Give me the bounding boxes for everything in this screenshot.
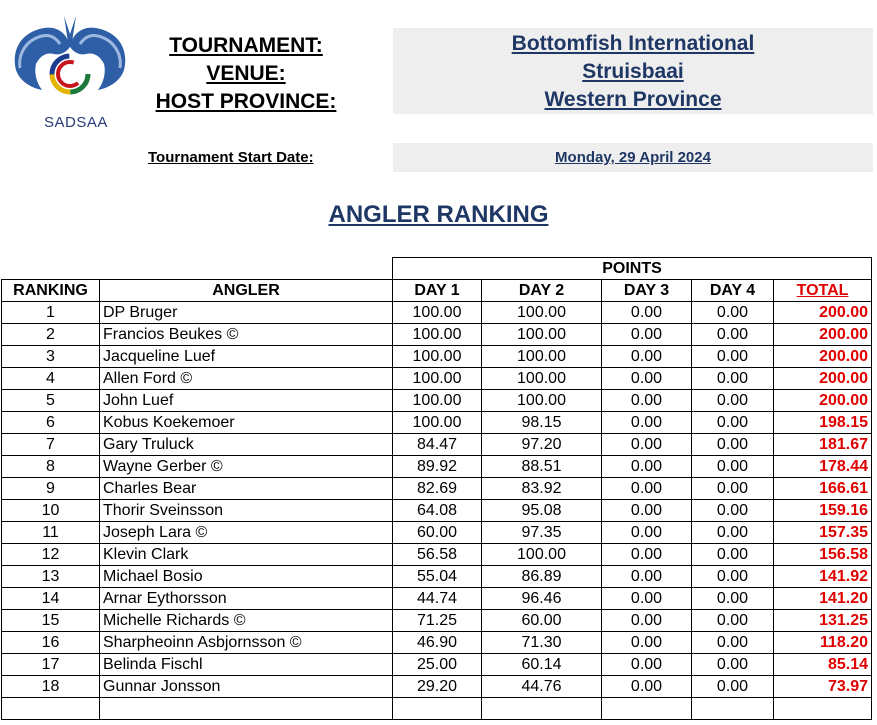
angler-cell: Belinda Fischl bbox=[100, 654, 393, 676]
day4-cell: 0.00 bbox=[692, 588, 774, 610]
day1-cell: 71.25 bbox=[393, 610, 482, 632]
table-row bbox=[2, 522, 872, 544]
day2-cell: 97.35 bbox=[482, 522, 602, 544]
sadsaa-logo bbox=[6, 10, 134, 131]
ranking-table bbox=[1, 257, 872, 720]
day3-cell: 0.00 bbox=[602, 654, 692, 676]
day1-cell bbox=[393, 698, 482, 720]
angler-cell: Charles Bear bbox=[100, 478, 393, 500]
day2-cell: 60.14 bbox=[482, 654, 602, 676]
day3-cell: 0.00 bbox=[602, 456, 692, 478]
total-cell bbox=[774, 698, 872, 720]
total-cell: 159.16 bbox=[774, 500, 872, 522]
rank-cell: 16 bbox=[2, 632, 100, 654]
day2-cell: 95.08 bbox=[482, 500, 602, 522]
start-date-label: Tournament Start Date: bbox=[148, 149, 314, 166]
rank-cell: 4 bbox=[2, 368, 100, 390]
day3-cell: 0.00 bbox=[602, 346, 692, 368]
table-row bbox=[2, 500, 872, 522]
day4-cell: 0.00 bbox=[692, 324, 774, 346]
rank-cell: 10 bbox=[2, 500, 100, 522]
day2-cell: 97.20 bbox=[482, 434, 602, 456]
day2-cell: 100.00 bbox=[482, 368, 602, 390]
start-date-panel bbox=[393, 143, 873, 172]
day3-cell: 0.00 bbox=[602, 500, 692, 522]
table-row bbox=[2, 324, 872, 346]
rank-cell: 18 bbox=[2, 676, 100, 698]
day2-cell: 100.00 bbox=[482, 544, 602, 566]
table-row bbox=[2, 434, 872, 456]
tournament-value: Bottomfish International bbox=[511, 32, 755, 55]
marlin-logo-icon bbox=[6, 10, 134, 110]
table-row bbox=[2, 390, 872, 412]
day1-cell: 25.00 bbox=[393, 654, 482, 676]
tournament-label: TOURNAMENT: bbox=[169, 34, 323, 57]
table-row bbox=[2, 456, 872, 478]
host-province-label: HOST PROVINCE: bbox=[155, 90, 337, 113]
angler-cell: Francios Beukes © bbox=[100, 324, 393, 346]
day1-cell: 100.00 bbox=[393, 412, 482, 434]
group-header-row bbox=[2, 258, 872, 280]
rank-cell: 14 bbox=[2, 588, 100, 610]
total-cell: 85.14 bbox=[774, 654, 872, 676]
day2-cell: 100.00 bbox=[482, 302, 602, 324]
angler-cell: Klevin Clark bbox=[100, 544, 393, 566]
day4-cell: 0.00 bbox=[692, 368, 774, 390]
rank-cell: 9 bbox=[2, 478, 100, 500]
day1-cell: 46.90 bbox=[393, 632, 482, 654]
day1-cell: 29.20 bbox=[393, 676, 482, 698]
day1-cell: 100.00 bbox=[393, 368, 482, 390]
day4-cell: 0.00 bbox=[692, 390, 774, 412]
angler-cell: DP Bruger bbox=[100, 302, 393, 324]
rank-cell: 12 bbox=[2, 544, 100, 566]
angler-cell: Wayne Gerber © bbox=[100, 456, 393, 478]
table-row bbox=[2, 632, 872, 654]
angler-cell: Sharpheoinn Asbjornsson © bbox=[100, 632, 393, 654]
total-cell: 181.67 bbox=[774, 434, 872, 456]
total-cell: 200.00 bbox=[774, 324, 872, 346]
day4-cell: 0.00 bbox=[692, 434, 774, 456]
total-cell: 178.44 bbox=[774, 456, 872, 478]
day2-cell: 86.89 bbox=[482, 566, 602, 588]
total-cell: 198.15 bbox=[774, 412, 872, 434]
points-group-header: POINTS bbox=[393, 258, 872, 280]
rank-cell: 17 bbox=[2, 654, 100, 676]
day4-cell: 0.00 bbox=[692, 500, 774, 522]
venue-label: VENUE: bbox=[206, 62, 286, 85]
day4-cell bbox=[692, 698, 774, 720]
day4-cell: 0.00 bbox=[692, 676, 774, 698]
day3-cell: 0.00 bbox=[602, 566, 692, 588]
ranking-table-body bbox=[2, 302, 872, 720]
day4-cell: 0.00 bbox=[692, 654, 774, 676]
rank-cell: 5 bbox=[2, 390, 100, 412]
day3-cell: 0.00 bbox=[602, 676, 692, 698]
angler-cell: John Luef bbox=[100, 390, 393, 412]
angler-cell: Michelle Richards © bbox=[100, 610, 393, 632]
angler-cell: Jacqueline Luef bbox=[100, 346, 393, 368]
total-cell: 118.20 bbox=[774, 632, 872, 654]
total-cell: 141.20 bbox=[774, 588, 872, 610]
day1-cell: 56.58 bbox=[393, 544, 482, 566]
rank-cell: 13 bbox=[2, 566, 100, 588]
day1-cell: 44.74 bbox=[393, 588, 482, 610]
table-row bbox=[2, 654, 872, 676]
rank-cell: 6 bbox=[2, 412, 100, 434]
col-header-total bbox=[774, 280, 872, 302]
table-row bbox=[2, 368, 872, 390]
angler-cell: Arnar Eythorsson bbox=[100, 588, 393, 610]
table-row bbox=[2, 610, 872, 632]
host-province-value: Western Province bbox=[544, 88, 722, 111]
header-values-panel bbox=[393, 28, 873, 114]
angler-cell: Gary Truluck bbox=[100, 434, 393, 456]
day1-cell: 100.00 bbox=[393, 324, 482, 346]
rank-cell: 11 bbox=[2, 522, 100, 544]
table-row bbox=[2, 302, 872, 324]
rank-cell: 8 bbox=[2, 456, 100, 478]
day3-cell: 0.00 bbox=[602, 544, 692, 566]
table-row bbox=[2, 412, 872, 434]
day4-cell: 0.00 bbox=[692, 412, 774, 434]
col-header-day3: DAY 3 bbox=[602, 280, 692, 302]
day4-cell: 0.00 bbox=[692, 522, 774, 544]
rank-cell bbox=[2, 698, 100, 720]
col-header-ranking: RANKING bbox=[2, 280, 100, 302]
page-title: ANGLER RANKING bbox=[328, 201, 549, 228]
logo-text: SADSAA bbox=[44, 114, 108, 131]
table-row bbox=[2, 698, 872, 720]
day1-cell: 82.69 bbox=[393, 478, 482, 500]
day3-cell: 0.00 bbox=[602, 588, 692, 610]
column-header-row bbox=[2, 280, 872, 302]
start-date-value: Monday, 29 April 2024 bbox=[555, 149, 711, 166]
table-row bbox=[2, 478, 872, 500]
rank-cell: 15 bbox=[2, 610, 100, 632]
day1-cell: 100.00 bbox=[393, 390, 482, 412]
day1-cell: 89.92 bbox=[393, 456, 482, 478]
day2-cell: 60.00 bbox=[482, 610, 602, 632]
total-cell: 157.35 bbox=[774, 522, 872, 544]
total-cell: 131.25 bbox=[774, 610, 872, 632]
total-cell: 200.00 bbox=[774, 368, 872, 390]
day4-cell: 0.00 bbox=[692, 566, 774, 588]
day3-cell bbox=[602, 698, 692, 720]
day4-cell: 0.00 bbox=[692, 456, 774, 478]
table-row bbox=[2, 544, 872, 566]
day1-cell: 100.00 bbox=[393, 346, 482, 368]
day3-cell: 0.00 bbox=[602, 390, 692, 412]
header-labels bbox=[138, 32, 354, 116]
day3-cell: 0.00 bbox=[602, 434, 692, 456]
day1-cell: 60.00 bbox=[393, 522, 482, 544]
table-row bbox=[2, 588, 872, 610]
angler-cell: Michael Bosio bbox=[100, 566, 393, 588]
day1-cell: 55.04 bbox=[393, 566, 482, 588]
day1-cell: 64.08 bbox=[393, 500, 482, 522]
day4-cell: 0.00 bbox=[692, 610, 774, 632]
day3-cell: 0.00 bbox=[602, 478, 692, 500]
day3-cell: 0.00 bbox=[602, 302, 692, 324]
col-header-day1: DAY 1 bbox=[393, 280, 482, 302]
col-header-angler: ANGLER bbox=[100, 280, 393, 302]
blank-header-cell bbox=[2, 258, 393, 280]
day2-cell: 100.00 bbox=[482, 324, 602, 346]
day2-cell: 100.00 bbox=[482, 390, 602, 412]
total-cell: 200.00 bbox=[774, 390, 872, 412]
angler-cell: Thorir Sveinsson bbox=[100, 500, 393, 522]
day2-cell: 88.51 bbox=[482, 456, 602, 478]
rank-cell: 1 bbox=[2, 302, 100, 324]
day1-cell: 100.00 bbox=[393, 302, 482, 324]
rank-cell: 2 bbox=[2, 324, 100, 346]
day2-cell: 96.46 bbox=[482, 588, 602, 610]
total-cell: 200.00 bbox=[774, 302, 872, 324]
venue-value: Struisbaai bbox=[582, 60, 684, 83]
day4-cell: 0.00 bbox=[692, 302, 774, 324]
day3-cell: 0.00 bbox=[602, 522, 692, 544]
total-cell: 200.00 bbox=[774, 346, 872, 368]
rank-cell: 7 bbox=[2, 434, 100, 456]
table-row bbox=[2, 566, 872, 588]
angler-cell: Kobus Koekemoer bbox=[100, 412, 393, 434]
angler-cell: Joseph Lara © bbox=[100, 522, 393, 544]
col-header-day4: DAY 4 bbox=[692, 280, 774, 302]
col-header-day2: DAY 2 bbox=[482, 280, 602, 302]
day2-cell: 83.92 bbox=[482, 478, 602, 500]
angler-cell bbox=[100, 698, 393, 720]
total-cell: 156.58 bbox=[774, 544, 872, 566]
day3-cell: 0.00 bbox=[602, 610, 692, 632]
total-cell: 141.92 bbox=[774, 566, 872, 588]
day3-cell: 0.00 bbox=[602, 632, 692, 654]
day3-cell: 0.00 bbox=[602, 412, 692, 434]
day4-cell: 0.00 bbox=[692, 544, 774, 566]
total-header-text: TOTAL bbox=[796, 281, 849, 299]
day2-cell: 98.15 bbox=[482, 412, 602, 434]
angler-cell: Gunnar Jonsson bbox=[100, 676, 393, 698]
day2-cell: 44.76 bbox=[482, 676, 602, 698]
day4-cell: 0.00 bbox=[692, 346, 774, 368]
rank-cell: 3 bbox=[2, 346, 100, 368]
day4-cell: 0.00 bbox=[692, 478, 774, 500]
day3-cell: 0.00 bbox=[602, 368, 692, 390]
total-cell: 166.61 bbox=[774, 478, 872, 500]
angler-cell: Allen Ford © bbox=[100, 368, 393, 390]
day2-cell: 71.30 bbox=[482, 632, 602, 654]
day4-cell: 0.00 bbox=[692, 632, 774, 654]
total-cell: 73.97 bbox=[774, 676, 872, 698]
day1-cell: 84.47 bbox=[393, 434, 482, 456]
day3-cell: 0.00 bbox=[602, 324, 692, 346]
day2-cell bbox=[482, 698, 602, 720]
table-row bbox=[2, 676, 872, 698]
table-row bbox=[2, 346, 872, 368]
day2-cell: 100.00 bbox=[482, 346, 602, 368]
